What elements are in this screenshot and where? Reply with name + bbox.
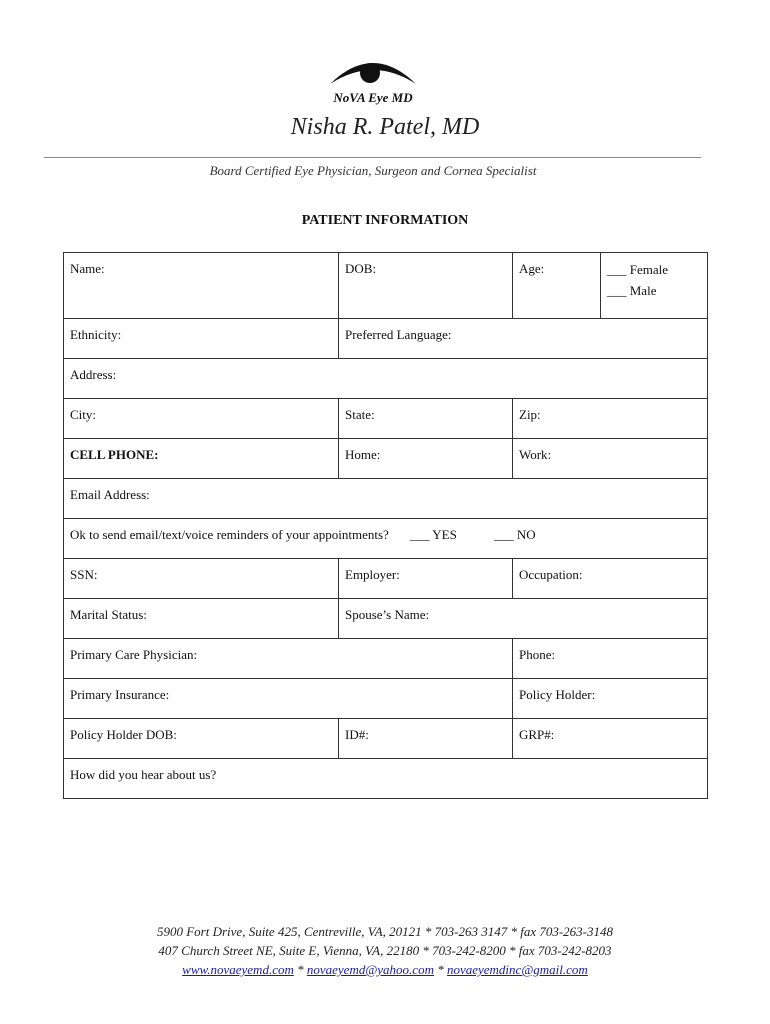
referral-source-label: How did you hear about us? — [70, 767, 217, 782]
table-row — [64, 599, 708, 639]
footer — [0, 922, 770, 979]
work-phone-label: Work: — [519, 447, 552, 462]
grp-field[interactable] — [513, 719, 708, 759]
state-field[interactable] — [339, 399, 513, 439]
reminder-no-option[interactable]: ___ NO — [494, 527, 536, 542]
cell-phone-field[interactable] — [64, 439, 339, 479]
zip-field[interactable] — [513, 399, 708, 439]
work-phone-field[interactable] — [513, 439, 708, 479]
doctor-name: Nisha R. Patel, MD — [290, 114, 480, 140]
eye-icon — [318, 50, 428, 92]
address-field[interactable] — [64, 359, 708, 399]
table-row — [64, 639, 708, 679]
id-field[interactable] — [339, 719, 513, 759]
footer-address-vienna: 407 Church Street NE, Suite E, Vienna, VA, 22180 * 703-242-8200 * fax 703-242-8203 — [158, 943, 612, 958]
name-field[interactable] — [64, 253, 339, 319]
dob-label: DOB: — [345, 261, 377, 276]
table-row — [64, 479, 708, 519]
employer-label: Employer: — [345, 567, 400, 582]
footer-links — [0, 960, 770, 979]
home-phone-label: Home: — [345, 447, 381, 462]
referral-source-field[interactable] — [64, 759, 708, 799]
policy-holder-dob-label: Policy Holder DOB: — [70, 727, 177, 742]
primary-care-field[interactable] — [64, 639, 513, 679]
primary-insurance-field[interactable] — [64, 679, 513, 719]
policy-holder-dob-field[interactable] — [64, 719, 339, 759]
table-row — [64, 679, 708, 719]
city-label: City: — [70, 407, 97, 422]
gender-field[interactable] — [601, 253, 708, 319]
table-row — [64, 559, 708, 599]
policy-holder-label: Policy Holder: — [519, 687, 596, 702]
table-row — [64, 719, 708, 759]
ethnicity-field[interactable] — [64, 319, 339, 359]
state-label: State: — [345, 407, 375, 422]
table-row — [64, 519, 708, 559]
zip-label: Zip: — [519, 407, 541, 422]
ssn-field[interactable] — [64, 559, 339, 599]
email-label: Email Address: — [70, 487, 150, 502]
reminder-question: Ok to send email/text/voice reminders of your appointments? — [70, 527, 389, 542]
table-row — [64, 319, 708, 359]
website-link[interactable]: www.novaeyemd.com — [182, 962, 294, 977]
logo — [318, 50, 428, 110]
cell-phone-label: CELL PHONE: — [70, 447, 159, 462]
ethnicity-label: Ethnicity: — [70, 327, 122, 342]
male-option[interactable]: ___ Male — [607, 283, 657, 298]
physician-phone-label: Phone: — [519, 647, 556, 662]
footer-separator: * — [293, 962, 307, 977]
email-field[interactable] — [64, 479, 708, 519]
employer-field[interactable] — [339, 559, 513, 599]
name-label: Name: — [70, 261, 105, 276]
table-row — [64, 439, 708, 479]
patient-info-table — [63, 252, 708, 799]
primary-insurance-label: Primary Insurance: — [70, 687, 170, 702]
marital-status-field[interactable] — [64, 599, 339, 639]
marital-status-label: Marital Status: — [70, 607, 147, 622]
home-phone-field[interactable] — [339, 439, 513, 479]
age-label: Age: — [519, 261, 545, 276]
city-field[interactable] — [64, 399, 339, 439]
email-link-gmail[interactable]: novaeyemdinc@gmail.com — [446, 962, 588, 977]
ssn-label: SSN: — [70, 567, 98, 582]
header-divider — [44, 157, 701, 158]
spouse-name-field[interactable] — [339, 599, 708, 639]
age-field[interactable] — [513, 253, 601, 319]
primary-care-label: Primary Care Physician: — [70, 647, 198, 662]
preferred-language-label: Preferred Language: — [345, 327, 452, 342]
occupation-label: Occupation: — [519, 567, 583, 582]
policy-holder-field[interactable] — [513, 679, 708, 719]
reminder-yes-option[interactable]: ___ YES — [410, 527, 457, 542]
doctor-subtitle: Board Certified Eye Physician, Surgeon and Cornea Specialist — [209, 163, 537, 178]
spouse-name-label: Spouse’s Name: — [345, 607, 430, 622]
physician-phone-field[interactable] — [513, 639, 708, 679]
reminder-field — [64, 519, 708, 559]
grp-label: GRP#: — [519, 727, 555, 742]
email-link-yahoo[interactable]: novaeyemd@yahoo.com — [306, 962, 434, 977]
table-row — [64, 359, 708, 399]
preferred-language-field[interactable] — [339, 319, 708, 359]
logo-text: NoVA Eye MD — [333, 90, 413, 105]
table-row — [64, 253, 708, 319]
footer-address-centreville: 5900 Fort Drive, Suite 425, Centreville, VA, 20121 * 703-263 3147 * fax 703-263-3148 — [156, 924, 613, 939]
address-label: Address: — [70, 367, 117, 382]
footer-separator: * — [433, 962, 447, 977]
id-label: ID#: — [345, 727, 369, 742]
female-option[interactable]: ___ Female — [607, 262, 669, 277]
dob-field[interactable] — [339, 253, 513, 319]
table-row — [64, 759, 708, 799]
form-title: PATIENT INFORMATION — [301, 213, 469, 228]
occupation-field[interactable] — [513, 559, 708, 599]
table-row — [64, 399, 708, 439]
